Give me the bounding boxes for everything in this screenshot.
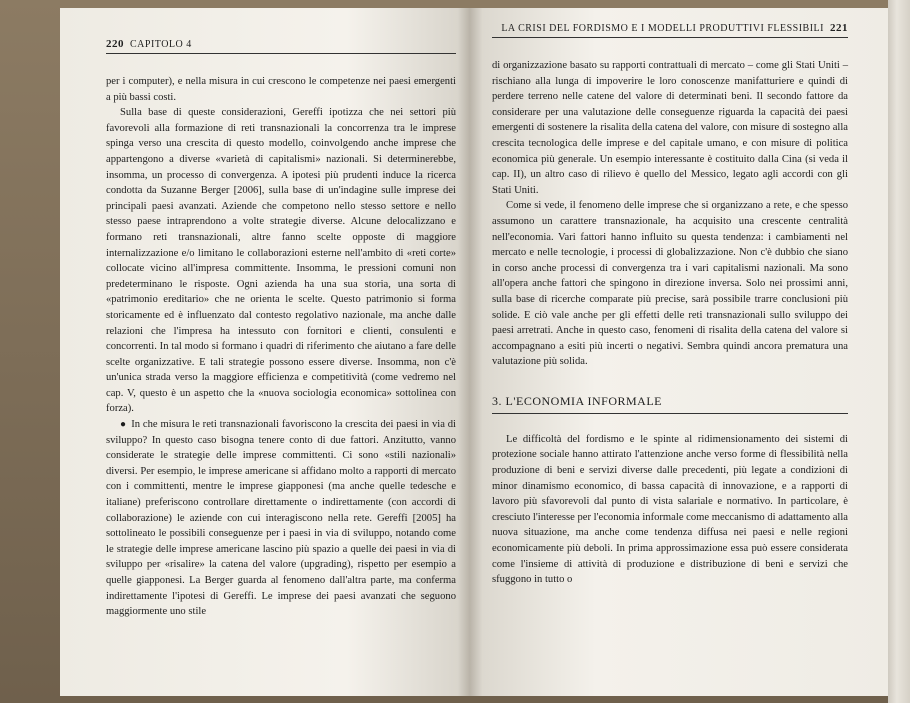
- left-paragraph-bullet: [106, 417, 456, 620]
- right-paragraph: Come si vede, il fenomeno delle imprese che si organizzano a rete, e che spesso assumono un carattere transnazionale, ha acquisito una crescente centralità nell'economia. Vari fattori hanno influito su questa tendenza: i cambiamenti nel mercato e nelle tecnologie, i processi di globalizzazione. Non c'è dubbio che siano in corso anche processi di convergenza tra i vari capitalismi nazionali. Ma sono all'opera anche fattori che spingono in direzione inversa. Solo nei prossimi anni, sulla base di ricerche comparate più precise, sarà possibile trarre conclusioni più solide. E ciò vale anche per gli effetti delle reti transnazionali sullo sviluppo dei paesi arretrati. Anche in questo caso, fenomeni di risalita della catena del valore si accompagnano a esiti più incerti o negativi. Sembra quindi ancora prematura una valutazione più solida.: [492, 200, 848, 368]
- left-paragraph: per i computer), e nella misura in cui crescono le competenze nei paesi emergenti a più bassi costi.: [106, 76, 456, 103]
- left-page: [60, 8, 470, 696]
- left-paragraph: Sulla base di queste considerazioni, Gereffi ipotizza che nei settori più favorevoli alla formazione di reti transnazionali la concorrenza tra le imprese spinga verso una crescita di questo modello, coinvolgendo anche imprese che appartengono a diverse «varietà di capitalismi» nazionali. Si determinerebbe, insomma, un processo di convergenza. A ipotesi più prudenti induce la ricerca condotta da Suzanne Berger [2006], sulla base di un'indagine sulle imprese dei principali paesi avanzati. Aziende che competono nello stesso settore e nello stesso paese intraprendono a volte strategie diverse. Alcune delocalizzano e formano reti transnazionali, altre fanno scelte opposte di maggiore internalizzazione e/o limitano le collaborazioni esterne nell'ambito di «reti corte» collocate vicino all'impresa committente. Insomma, le pressioni comuni non predeterminano le risposte. Ogni azienda ha una sua storia, una sorta di «patrimonio ereditario» che ne orienta le scelte. Questo patrimonio si forma storicamente ed è influenzato dal contesto regolativo nazionale, ma anche dalle relazioni che l'impresa ha intessuto con fornitori e clienti, consulenti e concorrenti. In tal modo si formano i quadri di riferimento che aiutano a fare delle scelte organizzative. E tali strategie possono essere diverse. Insomma, non c'è un'unica strada verso la maggiore efficienza e competitività (come vedremo nel cap. V, questo è un aspetto che la «nuova sociologia economica» sottolinea con forza).: [106, 107, 456, 415]
- right-paragraph: di organizzazione basato su rapporti contrattuali di mercato – come gli Stati Uniti – rischiano alla lunga di impoverire le loro conoscenze manifatturiere e quindi di perdere terreno nelle catene del valore di determinati beni. Il secondo fattore da considerare per una valutazione delle conseguenze riguarda la capacità dei paesi emergenti di sostenere la risalita della catena del valore, con misure di sostegno alla crescita tecnologica delle imprese e del capitale umano, e con misure di politica economica più generale. Un esempio interessante è costituito dalla Cina (si veda il cap. II), un altro caso di rilievo è quello del Messico, legato agli accordi con gli Stati Uniti.: [492, 60, 848, 196]
- right-page: [470, 8, 888, 696]
- right-page-number: 221: [830, 22, 848, 34]
- section-title: 3. L'ECONOMIA INFORMALE: [492, 394, 848, 414]
- right-running-head-title: LA CRISI DEL FORDISMO E I MODELLI PRODUTTIVI FLESSIBILI: [501, 23, 824, 34]
- page-edge: [888, 0, 910, 703]
- right-body-text: [492, 58, 848, 588]
- left-page-number: 220: [106, 38, 124, 50]
- section-paragraph: Le difficoltà del fordismo e le spinte al ridimensionamento dei sistemi di protezione sociale hanno attirato l'attenzione anche verso forme di flessibilità nella produzione di beni e servizi diverse dalle precedenti, più legate a condizioni di minor dinamismo economico, di bassa capacità di innovazione, e a rapporti di lavoro più sfavorevoli dal punto di vista salariale e normativo. In particolare, è cresciuto l'interesse per l'economia informale come meccanismo di adattamento alla nuova situazione, ma anche come tendenza diffusa nei paesi e nelle regioni economicamente più deboli. In prima approssimazione essa può essere considerata come l'insieme di attività di produzione e distribuzione di beni e servizi che sfuggono in tutto o: [492, 433, 848, 586]
- left-paragraph-text: In che misura le reti transnazionali favoriscono la crescita dei paesi in via di sviluppo? In questo caso bisogna tenere conto di due fattori. Anzitutto, vanno considerate le strategie delle imprese committenti. Ci sono «stili nazionali» diversi. Per esempio, le imprese americane si affidano molto a rapporti di mercato con i committenti, mentre le imprese giapponesi (ma anche quelle tedesche e italiane) preferiscono controllare direttamente o indirettamente (con accordi di collaborazione) le aziende con cui interagiscono nella rete. Gereffi [2005] ha sottolineato le possibili conseguenze per i paesi in via di sviluppo, notando come le strategie delle imprese americane lascino più spazio a quelle dei paesi in via di sviluppo per «risalire» la catena del valore (upgrading), rispetto per esempio a quelle giapponesi. La Berger guarda al fenomeno dall'altra parte, ma conferma indirettamente l'ipotesi di Gereffi. Le imprese dei paesi avanzati che seguono maggiormente uno stile: [106, 419, 456, 618]
- left-body-text: [106, 74, 456, 620]
- bullet-dot-icon: ●: [120, 419, 127, 431]
- left-running-head: [106, 38, 456, 54]
- left-running-head-title: CAPITOLO 4: [130, 39, 192, 50]
- right-running-head: [492, 22, 848, 38]
